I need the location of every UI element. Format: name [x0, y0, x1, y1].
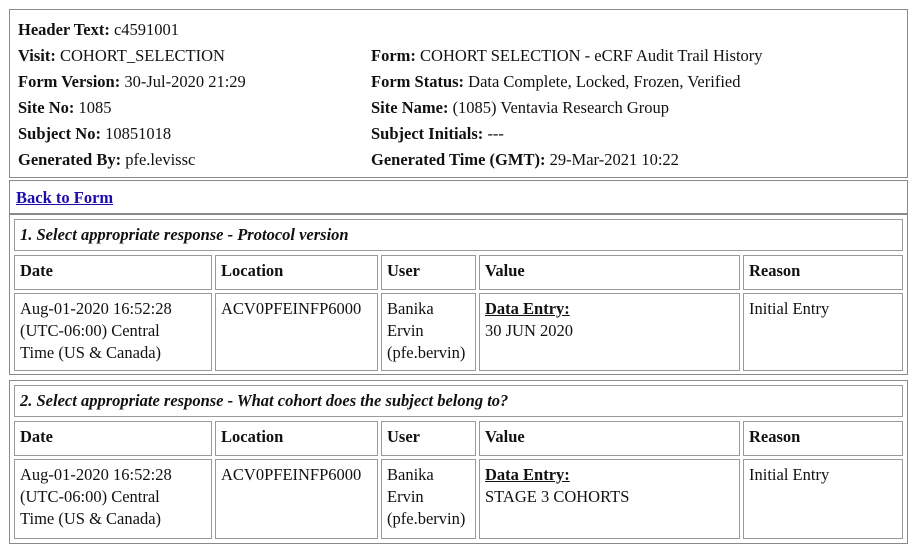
date-line: Time (US & Canada) [20, 509, 162, 528]
form-value: COHORT SELECTION - eCRF Audit Trail History [420, 46, 763, 65]
date-line: Aug-01-2020 16:52:28 [20, 299, 172, 318]
visit-row [18, 46, 225, 66]
subject-no-row [18, 124, 171, 144]
site-name-row [371, 98, 669, 118]
site-name-value: (1085) Ventavia Research Group [452, 98, 669, 117]
user-line: (pfe.bervin) [387, 343, 466, 362]
subject-initials-label: Subject Initials: [371, 124, 484, 143]
site-no-label: Site No: [18, 98, 75, 117]
subject-initials-row [371, 124, 504, 144]
site-no-value: 1085 [78, 98, 112, 117]
audit-header-panel [9, 9, 908, 178]
value-cell [479, 459, 740, 539]
user-cell [381, 459, 476, 539]
subject-no-label: Subject No: [18, 124, 101, 143]
subject-initials-value: --- [487, 124, 504, 143]
column-header-date: Date [14, 421, 212, 456]
form-version-row [18, 72, 246, 92]
value-label: Data Entry: [485, 465, 570, 484]
date-line: (UTC-06:00) Central [20, 321, 160, 340]
column-header-user: User [381, 421, 476, 456]
date-line: (UTC-06:00) Central [20, 487, 160, 506]
user-line: Ervin [387, 487, 424, 506]
column-header-location: Location [215, 421, 378, 456]
value-label: Data Entry: [485, 299, 570, 318]
location-cell: ACV0PFEINFP6000 [215, 293, 378, 371]
column-header-location: Location [215, 255, 378, 290]
back-link-bar [9, 180, 908, 214]
header-text-row [18, 20, 179, 40]
user-line: Ervin [387, 321, 424, 340]
location-cell: ACV0PFEINFP6000 [215, 459, 378, 539]
form-version-label: Form Version: [18, 72, 121, 91]
back-to-form-link[interactable]: Back to Form [16, 188, 114, 207]
value-text: STAGE 3 COHORTS [485, 487, 630, 506]
reason-cell: Initial Entry [743, 459, 903, 539]
column-header-date: Date [14, 255, 212, 290]
generated-time-row [371, 150, 679, 170]
date-line: Time (US & Canada) [20, 343, 162, 362]
reason-cell: Initial Entry [743, 293, 903, 371]
header-text-label: Header Text: [18, 20, 110, 39]
audit-section-2 [9, 380, 908, 544]
visit-value: COHORT_SELECTION [60, 46, 225, 65]
generated-time-value: 29-Mar-2021 10:22 [549, 150, 679, 169]
column-header-reason: Reason [743, 421, 903, 456]
form-version-value: 30-Jul-2020 21:29 [124, 72, 246, 91]
form-status-label: Form Status: [371, 72, 465, 91]
form-status-row [371, 72, 740, 92]
site-no-row [18, 98, 112, 118]
column-header-reason: Reason [743, 255, 903, 290]
date-cell [14, 293, 212, 371]
user-line: Banika [387, 465, 434, 484]
site-name-label: Site Name: [371, 98, 449, 117]
section-question: 1. Select appropriate response - Protocol version [14, 219, 903, 251]
user-line: (pfe.bervin) [387, 509, 466, 528]
generated-by-value: pfe.levissc [125, 150, 196, 169]
form-row [371, 46, 763, 66]
header-text-value: c4591001 [113, 20, 180, 39]
subject-no-value: 10851018 [105, 124, 172, 143]
value-cell [479, 293, 740, 371]
form-status-value: Data Complete, Locked, Frozen, Verified [468, 72, 741, 91]
generated-by-label: Generated By: [18, 150, 122, 169]
user-cell [381, 293, 476, 371]
column-header-value: Value [479, 421, 740, 456]
generated-by-row [18, 150, 195, 170]
form-label: Form: [371, 46, 416, 65]
date-cell [14, 459, 212, 539]
column-header-user: User [381, 255, 476, 290]
generated-time-label: Generated Time (GMT): [371, 150, 546, 169]
user-line: Banika [387, 299, 434, 318]
date-line: Aug-01-2020 16:52:28 [20, 465, 172, 484]
column-header-value: Value [479, 255, 740, 290]
value-text: 30 JUN 2020 [485, 321, 574, 340]
visit-label: Visit: [18, 46, 56, 65]
section-question: 2. Select appropriate response - What cohort does the subject belong to? [14, 385, 903, 417]
audit-section-1 [9, 214, 908, 375]
